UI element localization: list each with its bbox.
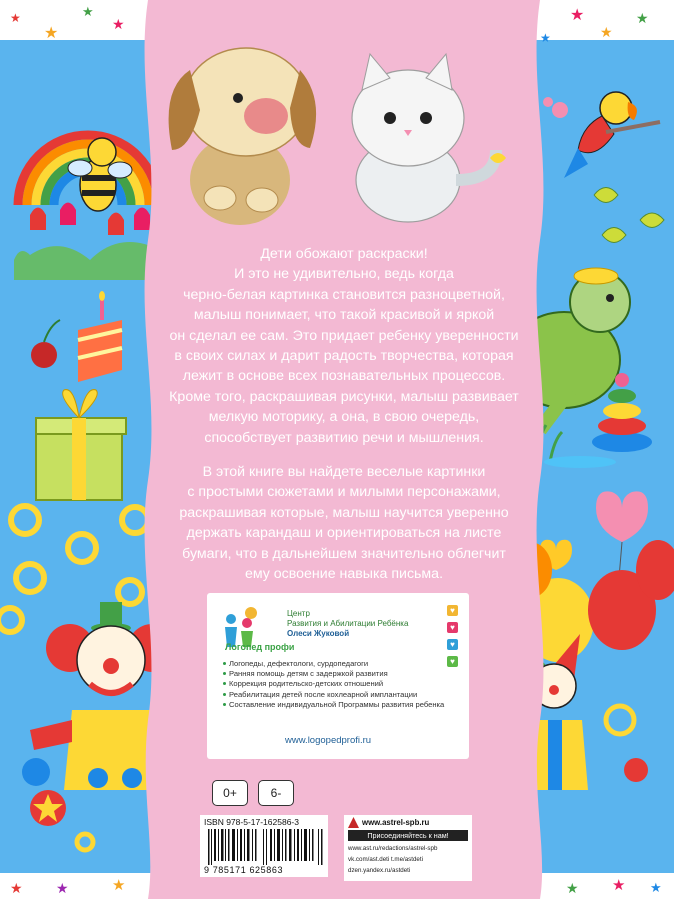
list-item: Составление индивидуальной Программы развития ребенка: [223, 700, 463, 710]
star-icon: ★: [112, 877, 126, 894]
star-icon: ★: [56, 880, 69, 896]
join-us-banner: Присоединяйтесь к нам!: [348, 830, 468, 841]
star-icon: ★: [112, 16, 125, 32]
age-rating-badge: 0+: [212, 780, 248, 806]
star-icon: ★: [570, 7, 585, 24]
text-line: держать карандаш и ориентироваться на листе: [186, 525, 502, 542]
center-title-line: Олеси Жуковой: [287, 629, 350, 638]
publisher-link: dzen.yandex.ru/astdeti: [348, 867, 411, 874]
text-line: черно-белая картинка становится разноцветной,: [183, 286, 505, 303]
center-title: [287, 609, 408, 639]
star-icon: ★: [612, 877, 626, 894]
heart-icon: ♥: [447, 622, 458, 633]
intro-paragraph: [148, 244, 540, 448]
publisher-logo-icon: [348, 817, 359, 828]
isbn-barcode-block: [200, 815, 328, 877]
text-line: в своих силах и дарит радость творчества, которая: [174, 348, 514, 365]
text-line: Кроме того, раскрашивая рисунки, малыш развивает: [169, 388, 519, 405]
text-line: с простыми сюжетами и милыми персонажами,: [187, 484, 501, 501]
services-list: [223, 659, 463, 710]
star-icon: ★: [636, 10, 649, 26]
puppy-illustration: [169, 48, 317, 225]
list-item: Логопеды, дефектологи, сурдопедагоги: [223, 659, 463, 669]
book-paragraph: [148, 462, 540, 584]
barcode: [206, 829, 324, 865]
puppy-kitten-illustration: [150, 30, 530, 230]
text-line: И это не удивительно, ведь когда: [234, 266, 454, 283]
isbn-label: ISBN 978-5-17-162586-3: [204, 817, 299, 827]
logo-text: Логопед профи: [225, 642, 295, 652]
kitten-illustration: [352, 54, 506, 222]
heart-icon: ♥: [447, 605, 458, 616]
text-line: раскрашивая которые, малыш научится уверенно: [179, 504, 509, 521]
text-line: мелкую моторику, а она, в свою очередь,: [208, 409, 480, 426]
text-line: В этой книге вы найдете веселые картинки: [202, 464, 486, 481]
text-line: бумаги, что в дальнейшем значительно облегчит: [182, 545, 506, 562]
publisher-link: www.ast.ru/redactions/astrel-spb: [348, 845, 438, 852]
text-line: способствует развитию речи и мышления.: [204, 429, 484, 446]
star-icon: ★: [10, 11, 21, 25]
heart-icon: ♥: [447, 639, 458, 650]
list-item: Коррекция родительско-детских отношений: [223, 679, 463, 689]
heart-icon: ♥: [447, 656, 458, 667]
partner-website: www.logopedprofi.ru: [285, 735, 372, 746]
publisher-url: www.astrel-spb.ru: [362, 818, 430, 827]
text-line: он сделал ее сам. Это придает ребенку уверенности: [169, 327, 519, 344]
star-icon: ★: [566, 880, 579, 896]
star-icon: ★: [540, 31, 551, 45]
center-title-line: Развития и Абилитации Ребёнка: [287, 619, 409, 628]
isbn-digits: 9 785171 625863: [204, 865, 284, 875]
center-title-line: Центр: [287, 609, 310, 618]
text-line: малыш понимает, что такой красивой и яркой: [193, 307, 495, 324]
star-icon: ★: [82, 4, 94, 19]
description-text: [148, 244, 540, 599]
text-line: лежит в основе всех познавательных процессов.: [182, 368, 506, 385]
star-icon: ★: [650, 880, 662, 895]
list-item: Реабилитация детей после кохлеарной имплантации: [223, 690, 463, 700]
partner-info-box: [207, 593, 469, 759]
text-line: Дети обожают раскраски!: [260, 246, 428, 262]
age-recommended-badge: 6-: [258, 780, 294, 806]
publisher-block: [344, 815, 472, 881]
list-item: Ранняя помощь детям с задержкой развития: [223, 669, 463, 679]
text-line: ему освоение навыка письма.: [244, 566, 444, 583]
star-icon: ★: [10, 880, 23, 896]
star-icon: ★: [600, 24, 613, 40]
star-icon: ★: [44, 25, 59, 42]
publisher-link: vk.com/ast.deti t.me/astdeti: [348, 856, 423, 863]
